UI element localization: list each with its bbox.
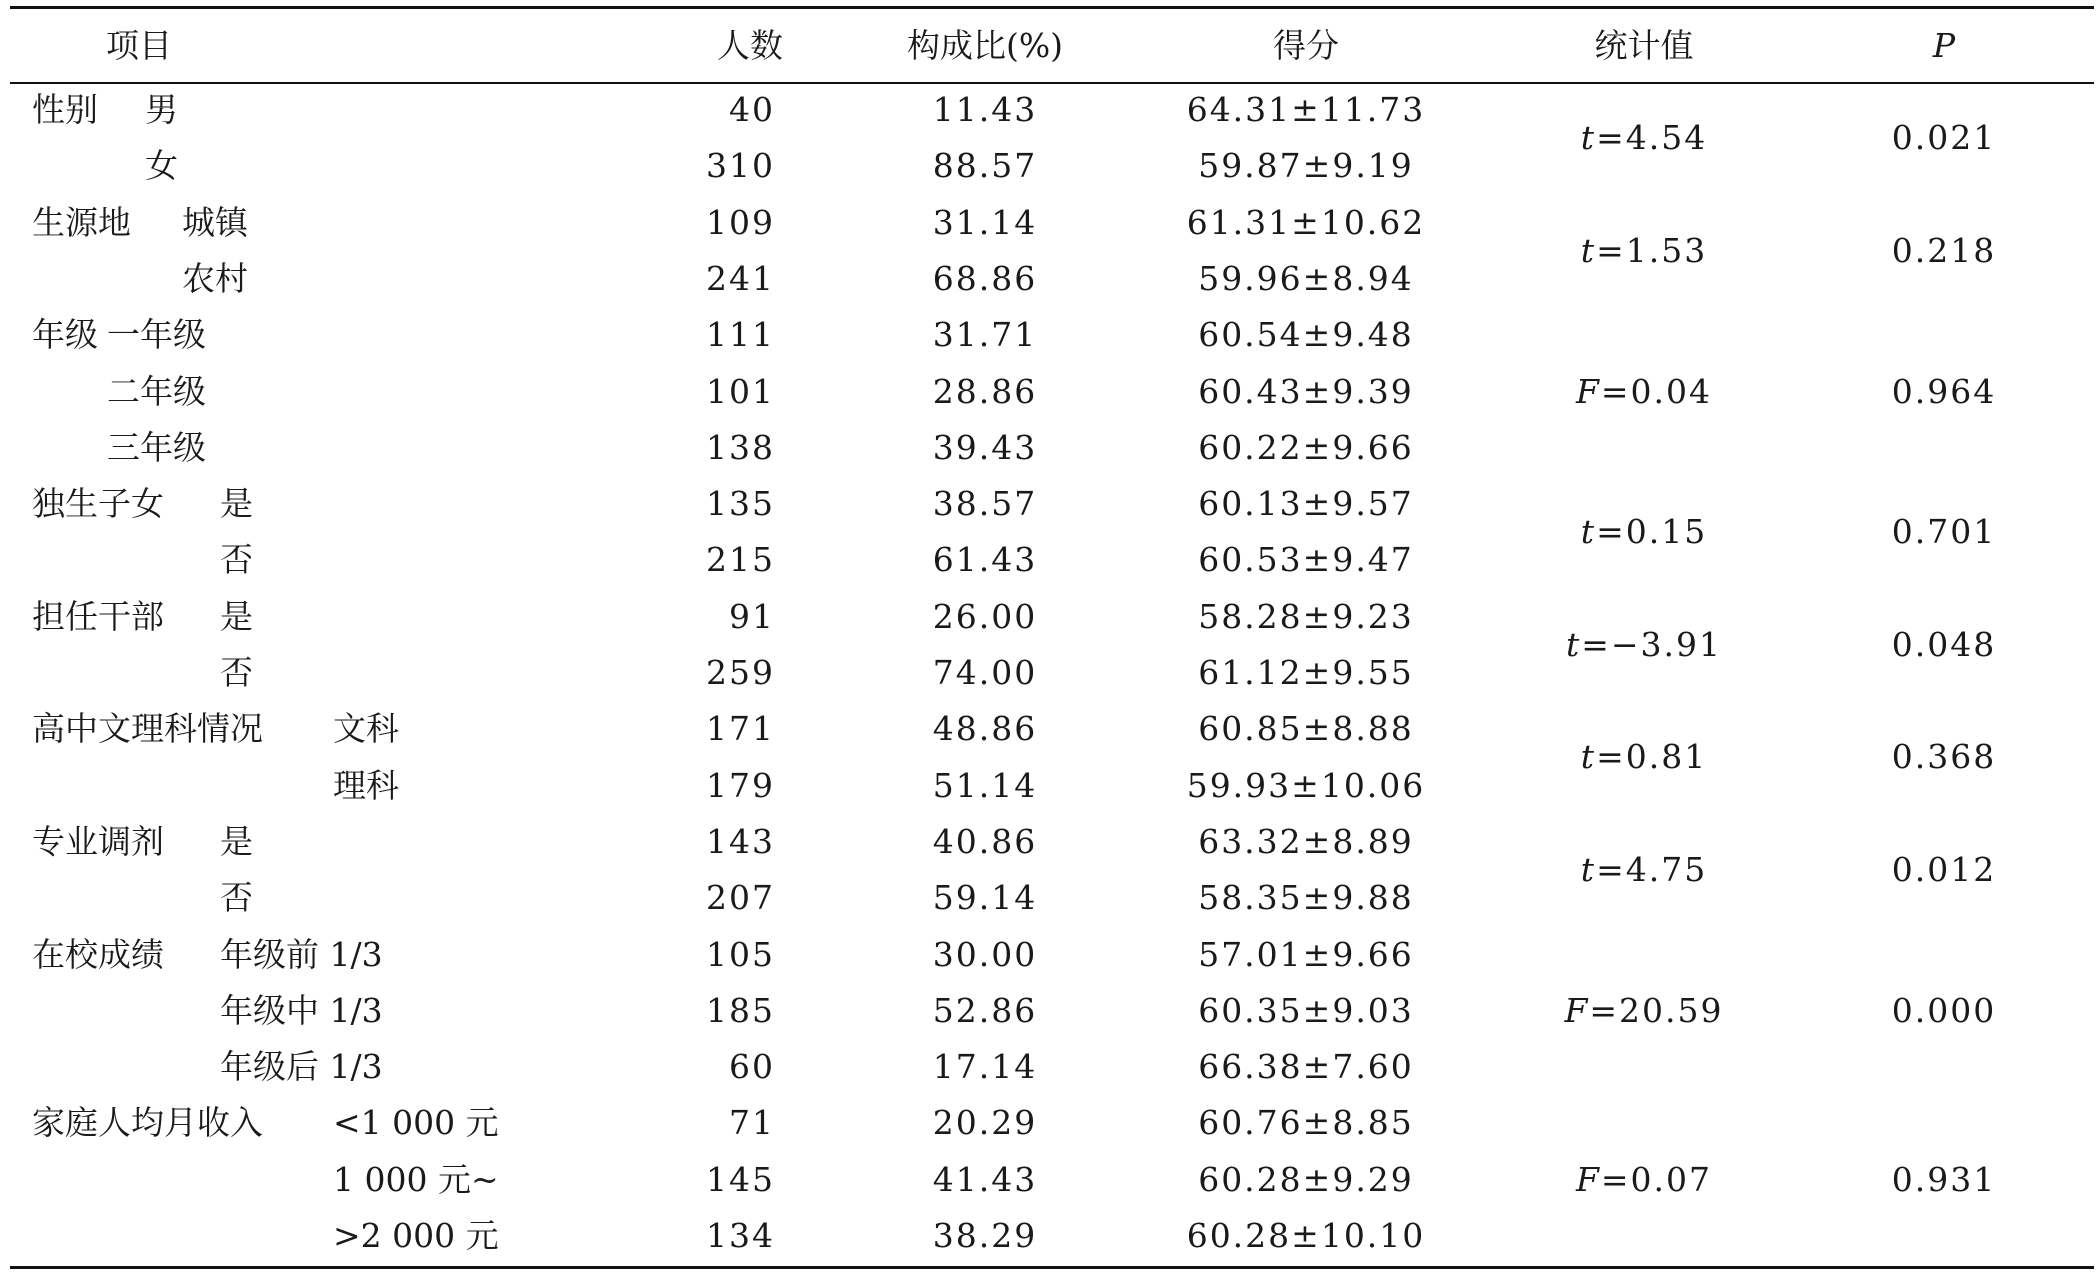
- statistic-symbol: F: [1564, 990, 1590, 1030]
- statistic-number: =4.54: [1596, 118, 1708, 158]
- statistic-value: [1576, 1160, 1712, 1200]
- ratio-value: 61.43: [932, 540, 1038, 580]
- ratio-value: 52.86: [932, 990, 1038, 1030]
- statistic-number: =0.15: [1596, 512, 1708, 552]
- statistic-number: =1.53: [1596, 230, 1708, 270]
- header-item: 项目: [106, 26, 172, 65]
- score-value: 60.28±9.29: [1198, 1159, 1414, 1199]
- score-value: 60.28±10.10: [1186, 1216, 1426, 1255]
- subgroup-label: 是: [220, 596, 253, 636]
- count-value: 145: [706, 1159, 775, 1199]
- statistic-number: =0.07: [1600, 1159, 1713, 1199]
- statistic-value: [1566, 625, 1722, 665]
- ratio-value: 68.86: [932, 258, 1038, 298]
- score-value: 59.96±8.94: [1198, 258, 1414, 298]
- score-value: 60.43±9.39: [1198, 371, 1414, 411]
- statistic-value: [1576, 372, 1712, 412]
- p-value: 0.964: [1891, 371, 1997, 411]
- subgroup-label: 农村: [182, 258, 248, 298]
- statistic-number: =20.59: [1589, 990, 1724, 1030]
- ratio-value: 74.00: [932, 653, 1038, 692]
- ratio-value: 51.14: [932, 765, 1038, 805]
- count-value: 40: [729, 90, 775, 129]
- subgroup-label: 是: [220, 484, 253, 524]
- header-count: 人数: [717, 26, 783, 65]
- subgroup-label: 否: [220, 540, 253, 580]
- statistic-symbol: t: [1580, 850, 1597, 890]
- count-value: 109: [706, 202, 775, 242]
- statistic-symbol: F: [1575, 1159, 1601, 1199]
- group-label: 年级: [32, 315, 98, 355]
- ratio-value: 31.14: [932, 202, 1038, 242]
- ratio-value: 38.29: [932, 1216, 1038, 1255]
- ratio-value: 48.86: [932, 709, 1038, 749]
- header-statistic: 统计值: [1594, 26, 1694, 65]
- ratio-value: 31.71: [932, 315, 1038, 355]
- score-value: 59.93±10.06: [1186, 765, 1426, 805]
- statistic-value: [1581, 231, 1707, 271]
- subgroup-label: 二年级: [107, 371, 206, 411]
- group-label: 专业调剂: [32, 821, 164, 861]
- p-value: 0.012: [1891, 850, 1997, 890]
- count-value: 185: [706, 990, 775, 1030]
- score-value: 63.32±8.89: [1198, 821, 1414, 861]
- subgroup-label: 年级前 1/3: [220, 934, 383, 974]
- ratio-value: 30.00: [932, 934, 1038, 974]
- group-label: 独生子女: [32, 484, 164, 524]
- header-score: 得分: [1273, 26, 1339, 65]
- score-value: 60.22±9.66: [1198, 427, 1414, 467]
- statistic-number: =−3.91: [1581, 624, 1723, 664]
- score-value: 61.31±10.62: [1186, 202, 1426, 242]
- subgroup-label: 文科: [333, 709, 399, 749]
- score-value: 64.31±11.73: [1186, 90, 1426, 129]
- subgroup-label: 年级后 1/3: [220, 1047, 383, 1087]
- header-ratio: 构成比(%): [906, 26, 1064, 65]
- statistic-symbol: F: [1575, 371, 1601, 411]
- statistic-symbol: t: [1580, 118, 1597, 158]
- statistic-symbol: t: [1580, 512, 1597, 552]
- group-label: 生源地: [32, 202, 131, 242]
- count-value: 207: [706, 878, 775, 918]
- count-value: 259: [706, 653, 775, 692]
- count-value: 143: [706, 821, 775, 861]
- group-label: 性别: [32, 90, 98, 129]
- group-label: 家庭人均月收入: [32, 1103, 263, 1143]
- count-value: 111: [706, 315, 775, 355]
- count-value: 310: [706, 146, 775, 186]
- subgroup-label: 男: [145, 90, 178, 129]
- statistic-value: [1581, 118, 1707, 158]
- statistic-value: [1564, 991, 1723, 1031]
- subgroup-label: 城镇: [182, 202, 248, 242]
- score-value: 61.12±9.55: [1198, 653, 1414, 692]
- statistic-symbol: t: [1580, 230, 1597, 270]
- score-value: 57.01±9.66: [1198, 934, 1414, 974]
- count-value: 134: [706, 1216, 775, 1255]
- ratio-value: 88.57: [932, 146, 1038, 186]
- subgroup-label: >2 000 元: [333, 1216, 499, 1255]
- ratio-value: 41.43: [932, 1159, 1038, 1199]
- score-value: 60.85±8.88: [1198, 709, 1414, 749]
- score-value: 59.87±9.19: [1198, 146, 1414, 186]
- table-top-rule: [10, 6, 2094, 9]
- count-value: 60: [729, 1047, 775, 1087]
- score-value: 58.28±9.23: [1198, 596, 1414, 636]
- statistic-value: [1581, 512, 1707, 552]
- p-value: 0.000: [1891, 990, 1997, 1030]
- count-value: 241: [706, 258, 775, 298]
- statistic-symbol: t: [1580, 737, 1597, 777]
- ratio-value: 26.00: [932, 596, 1038, 636]
- p-value: 0.021: [1891, 118, 1997, 158]
- score-value: 60.53±9.47: [1198, 540, 1414, 580]
- subgroup-label: <1 000 元: [333, 1103, 499, 1143]
- p-value: 0.368: [1891, 737, 1997, 777]
- subgroup-label: 理科: [333, 765, 399, 805]
- count-value: 179: [706, 765, 775, 805]
- subgroup-label: 否: [220, 878, 253, 918]
- statistic-number: =4.75: [1596, 850, 1708, 890]
- score-value: 60.13±9.57: [1198, 484, 1414, 524]
- score-value: 60.76±8.85: [1198, 1103, 1414, 1143]
- ratio-value: 20.29: [932, 1103, 1038, 1143]
- score-value: 58.35±9.88: [1198, 878, 1414, 918]
- count-value: 138: [706, 427, 775, 467]
- group-label: 高中文理科情况: [32, 709, 263, 749]
- statistic-number: =0.04: [1600, 371, 1713, 411]
- ratio-value: 40.86: [932, 821, 1038, 861]
- p-value: 0.218: [1891, 230, 1997, 270]
- table-bottom-rule: [10, 1266, 2094, 1269]
- subgroup-label: 三年级: [107, 427, 206, 467]
- ratio-value: 17.14: [932, 1047, 1038, 1087]
- header-p: P: [1932, 26, 1956, 65]
- table-header-rule: [10, 82, 2094, 84]
- subgroup-label: 一年级: [107, 315, 206, 355]
- statistic-value: [1581, 737, 1707, 777]
- p-value: 0.931: [1891, 1159, 1997, 1199]
- count-value: 91: [729, 596, 775, 636]
- subgroup-label: 否: [220, 653, 253, 692]
- subgroup-label: 是: [220, 821, 253, 861]
- subgroup-label: 1 000 元~: [333, 1159, 499, 1199]
- ratio-value: 38.57: [932, 484, 1038, 524]
- score-value: 60.35±9.03: [1198, 990, 1414, 1030]
- count-value: 135: [706, 484, 775, 524]
- score-value: 66.38±7.60: [1198, 1047, 1414, 1087]
- p-value: 0.701: [1891, 512, 1997, 552]
- group-label: 担任干部: [32, 596, 164, 636]
- subgroup-label: 年级中 1/3: [220, 990, 383, 1030]
- group-label: 在校成绩: [32, 934, 164, 974]
- score-value: 60.54±9.48: [1198, 315, 1414, 355]
- count-value: 101: [706, 371, 775, 411]
- statistic-value: [1581, 850, 1707, 890]
- count-value: 215: [706, 540, 775, 580]
- count-value: 71: [729, 1103, 775, 1143]
- ratio-value: 39.43: [932, 427, 1038, 467]
- ratio-value: 59.14: [932, 878, 1038, 918]
- statistic-symbol: t: [1565, 624, 1582, 664]
- count-value: 105: [706, 934, 775, 974]
- p-value: 0.048: [1891, 624, 1997, 664]
- ratio-value: 11.43: [932, 90, 1038, 129]
- subgroup-label: 女: [145, 146, 178, 186]
- statistic-number: =0.81: [1596, 737, 1708, 777]
- ratio-value: 28.86: [932, 371, 1038, 411]
- count-value: 171: [706, 709, 775, 749]
